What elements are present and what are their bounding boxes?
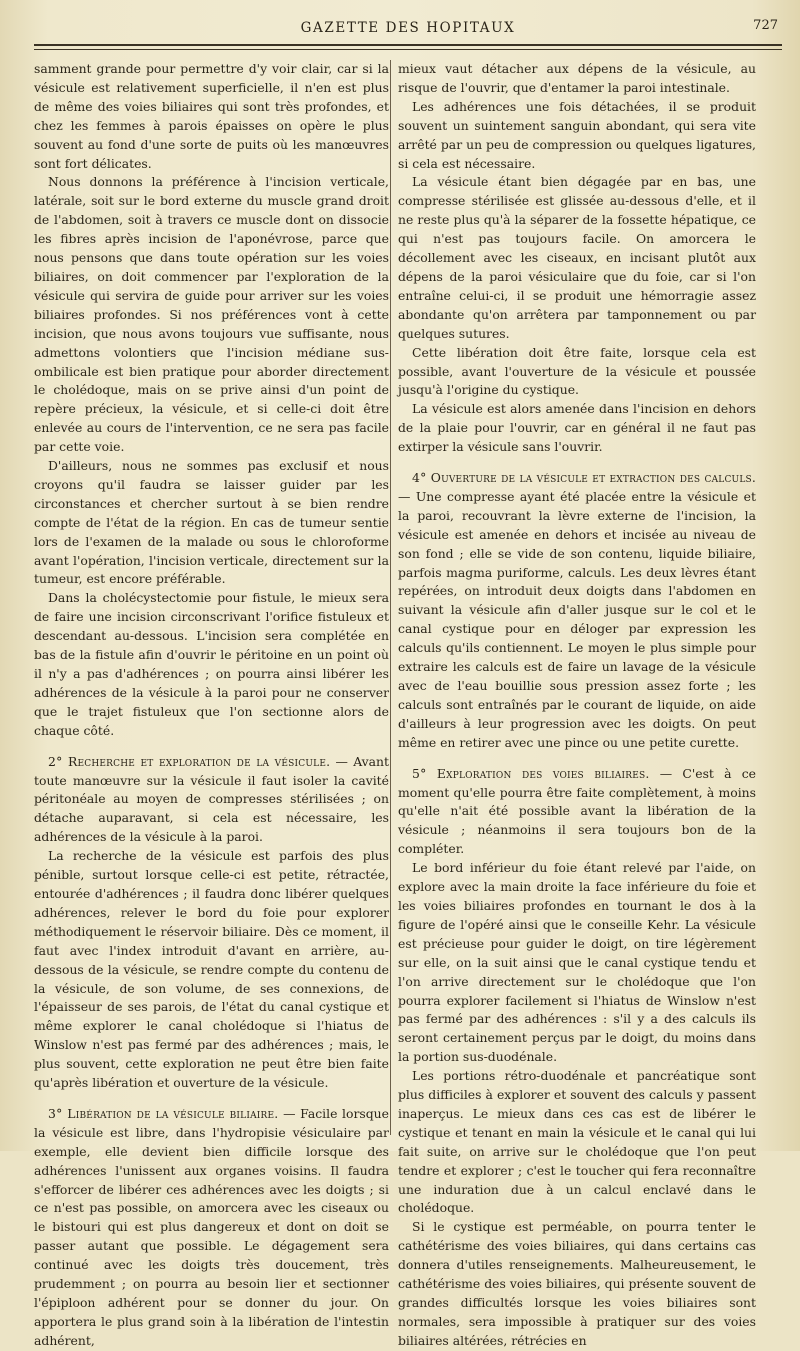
paragraph (34, 457, 389, 589)
paragraph-text: Dans la cholécystectomie pour fistule, le mieux sera de faire une incision circonscrivant l'orifice fistuleux et descendant au-dessous. L'incision sera complétée en bas de la fistule afin d'ouvrir le péritoine en un point où il n'y a pas d'adhérences ; on pourra ainsi libérer les adhérences de la vésicule à la paroi pour ne conserver que le trajet fistuleux que l'on sectionne alors de chaque côté. (34, 590, 389, 738)
publication-title: GAZETTE DES HOPITAUX (300, 20, 516, 36)
paragraph-text: D'ailleurs, nous ne sommes pas exclusif et nous croyons qu'il faudra se laisser guider par les circonstances et chercher surtout à se bien rendre compte de l'état de la région. En cas de tumeur sentie lors de l'examen de la malade ou sous le chloroforme avant l'opération, l'incision verticale, directement sur la tumeur, est encore préférable. (34, 458, 389, 587)
paragraph (34, 847, 389, 1093)
header-rule-thin (34, 49, 782, 50)
paragraph-text: Les adhérences une fois détachées, il se produit souvent un suintement sanguin abondant, qui sera vite arrêté par un peu de compression ou quelques ligatures, si cela est nécessaire. (398, 98, 756, 171)
paragraph-text: mieux vaut détacher aux dépens de la vésicule, au risque de l'ouvrir, que d'entamer la paroi intestinale. (398, 61, 756, 95)
section-heading: 2° Recherche et exploration de la vésicule. (48, 753, 331, 769)
paragraph-text: Le bord inférieur du foie étant relevé par l'aide, on explore avec la main droite la face inférieure du foie et les voies biliaires profondes en tournant le dos à la figure de l'opéré ainsi que le conseille Kehr. La vésicule est précieuse pour guider le doigt, on tire légèrement sur elle, on la suit ainsi que le canal cystique tendu et l'on arrive directement sur le cholédoque que l'on pourra explorer facilement si l'hiatus de Winslow n'est pas fermé par des adhérences : s'il y a des calculs ils seront certainement perçus par le doigt, du moins dans la portion sus-duodénale. (398, 860, 756, 1065)
continued-paragraph (398, 60, 756, 98)
paragraph-text: Cette libération doit être faite, lorsque cela est possible, avant l'ouverture de la vésicule et poussée jusqu'à l'origine du cystique. (398, 344, 756, 398)
paragraph (398, 1067, 756, 1218)
paragraph-text: Nous donnons la préférence à l'incision verticale, latérale, soit sur le bord externe du muscle grand droit de l'abdomen, soit à travers ce muscle dont on dissocie les fibres après incision de l'aponévrose, parce que nous pensons que dans toute opération sur les voies biliaires, on doit commencer par l'exploration de la vésicule qui servira de guide pour arriver sur les voies biliaires profondes. Si nos préférences vont à cette incision, que nous avons toujours vue suffisante, nous admettons volontiers que l'incision médiane sus-ombilicale est bien pratique pour aborder directement le cholédoque, mais on se prive ainsi d'un point de repère précieux, la vésicule, et si celle-ci doit être enlevée au cours de l'intervention, ce ne sera pas facile par cette voie. (34, 174, 389, 455)
right-column (398, 60, 756, 1351)
header-rule-thick (34, 44, 782, 46)
paragraph-text: La recherche de la vésicule est parfois des plus pénible, surtout lorsque celle-ci est petite, rétractée, entourée d'adhérences ; il faudra donc libérer quelques adhérences, relever le bord du foie pour explorer méthodiquement le réservoir biliaire. Dès ce moment, il faut avec l'index introduit d'avant en arrière, au-dessous de la vésicule, se rendre compte du contenu de la vésicule, de son volume, de ses connexions, de l'épaisseur de ses parois, de l'état du canal cystique et même explorer le canal cholédoque si l'hiatus de Winslow n'est pas fermé par des adhérences ; mais, le plus souvent, cette exploration ne peut être bien faite qu'après libération et ouverture de la vésicule. (34, 848, 389, 1091)
section-heading: 4° Ouverture de la vésicule et extraction des calculs. (412, 470, 756, 486)
paragraph (34, 589, 389, 740)
section-paragraph (34, 1105, 389, 1351)
section-heading: 5° Exploration des voies biliaires. (412, 765, 650, 781)
paragraph (398, 98, 756, 174)
paragraph-text: — Facile lorsque la vésicule est libre, dans l'hydropisie vésiculaire par exemple, elle devient bien difficile lorsque des adhérences l'unissent aux organes voisins. Il faudra s'efforcer de libérer ces adhérences avec les doigts ; si ce n'est pas possible, on amorcera avec les ciseaux ou le bistouri qui est plus dangereux et dont on doit se passer autant que possible. Le dégagement sera continué avec les doigts très doucement, très prudemment ; on pourra au besoin lier et sectionner l'épiploon adhérent pour se donner du jour. On apportera le plus grand soin à la libération de l'intestin adhérent, (34, 1105, 389, 1348)
paragraph (34, 173, 389, 457)
paragraph-text: — Une compresse ayant été placée entre la vésicule et la paroi, recouvrant la lèvre externe de l'incision, la vésicule est amenée en dehors et incisée au niveau de son fond ; elle se vide de son contenu, liquide biliaire, parfois magma puriforme, calculs. Les deux lèvres étant repérées, on introduit deux doigts dans l'abdomen en suivant la vésicule afin d'aller jusque sur le col et le canal cystique pour en déloger par expression les calculs qu'ils contiennent. Le moyen le plus simple pour extraire les calculs est de faire un lavage de la vésicule avec de l'eau bouillie sous pression assez forte ; les calculs sont entraînés par le courant de liquide, on aide d'ailleurs à leur progression avec les doigts. On peut même en retirer avec une pince ou une petite curette. (398, 488, 756, 750)
column-divider (390, 60, 391, 1135)
paragraph (398, 859, 756, 1067)
paragraph (398, 1218, 756, 1350)
paragraph (398, 344, 756, 401)
section-paragraph (34, 753, 389, 848)
paragraph (398, 400, 756, 457)
paragraph-text: — C'est à ce moment qu'elle pourra être faite complètement, à moins qu'elle n'ait été possible avant la libération de la vésicule ; néanmoins il sera toujours bon de la compléter. (398, 765, 756, 857)
paragraph-text: samment grande pour permettre d'y voir clair, car si la vésicule est relativement superficielle, il n'en est plus de même des voies biliaires qui sont très profondes, et chez les femmes à parois épaisses on opère le plus souvent au fond d'une sorte de puits où les manœuvres sont fort délicates. (34, 61, 389, 171)
paragraph-text: — Avant toute manœuvre sur la vésicule il faut isoler la cavité péritonéale au moyen de compresses stérilisées ; on détache auparavant, si cela est nécessaire, les adhérences de la vésicule à la paroi. (34, 753, 389, 845)
paragraph-text: La vésicule étant bien dégagée par en bas, une compresse stérilisée est glissée au-dessous d'elle, et il ne reste plus qu'à la séparer de la fossette hépatique, ce qui n'est pas toujours facile. On amorcera le décollement avec les ciseaux, en incisant plutôt aux dépens de la paroi vésiculaire que du foie, car si l'on entraîne celui-ci, il se produit une hémorragie assez abondante qu'on arrêtera par tamponnement ou par quelques sutures. (398, 174, 756, 341)
section-paragraph (398, 765, 756, 860)
paragraph (398, 173, 756, 343)
paragraph-text: Les portions rétro-duodénale et pancréatique sont plus difficiles à explorer et souvent des calculs y passent inaperçus. Le mieux dans ces cas est de libérer le cystique et tenant en main la vésicule et le canal qui lui fait suite, on arrive sur le cholédoque que l'on peut tendre et explorer ; c'est le toucher qui fera reconnaître une induration due à un calcul enclavé dans le cholédoque. (398, 1068, 756, 1216)
section-paragraph (398, 469, 756, 753)
left-column (34, 60, 389, 1351)
section-heading: 3° Libération de la vésicule biliaire. (48, 1105, 279, 1121)
continued-paragraph (34, 60, 389, 173)
paragraph-text: Si le cystique est perméable, on pourra tenter le cathétérisme des voies biliaires, qui dans certains cas donnera d'utiles renseignements. Malheureusement, le cathétérisme des voies biliaires, qui présente souvent de grandes difficultés lorsque les voies biliaires sont normales, sera impossible à pratiquer sur des voies biliaires altérées, rétrécies en (398, 1219, 756, 1348)
paragraph-text: La vésicule est alors amenée dans l'incision en dehors de la plaie pour l'ouvrir, car en général il ne faut pas extirper la vésicule sans l'ouvrir. (398, 401, 756, 455)
page-header (34, 18, 782, 40)
page-number: 727 (753, 18, 778, 33)
